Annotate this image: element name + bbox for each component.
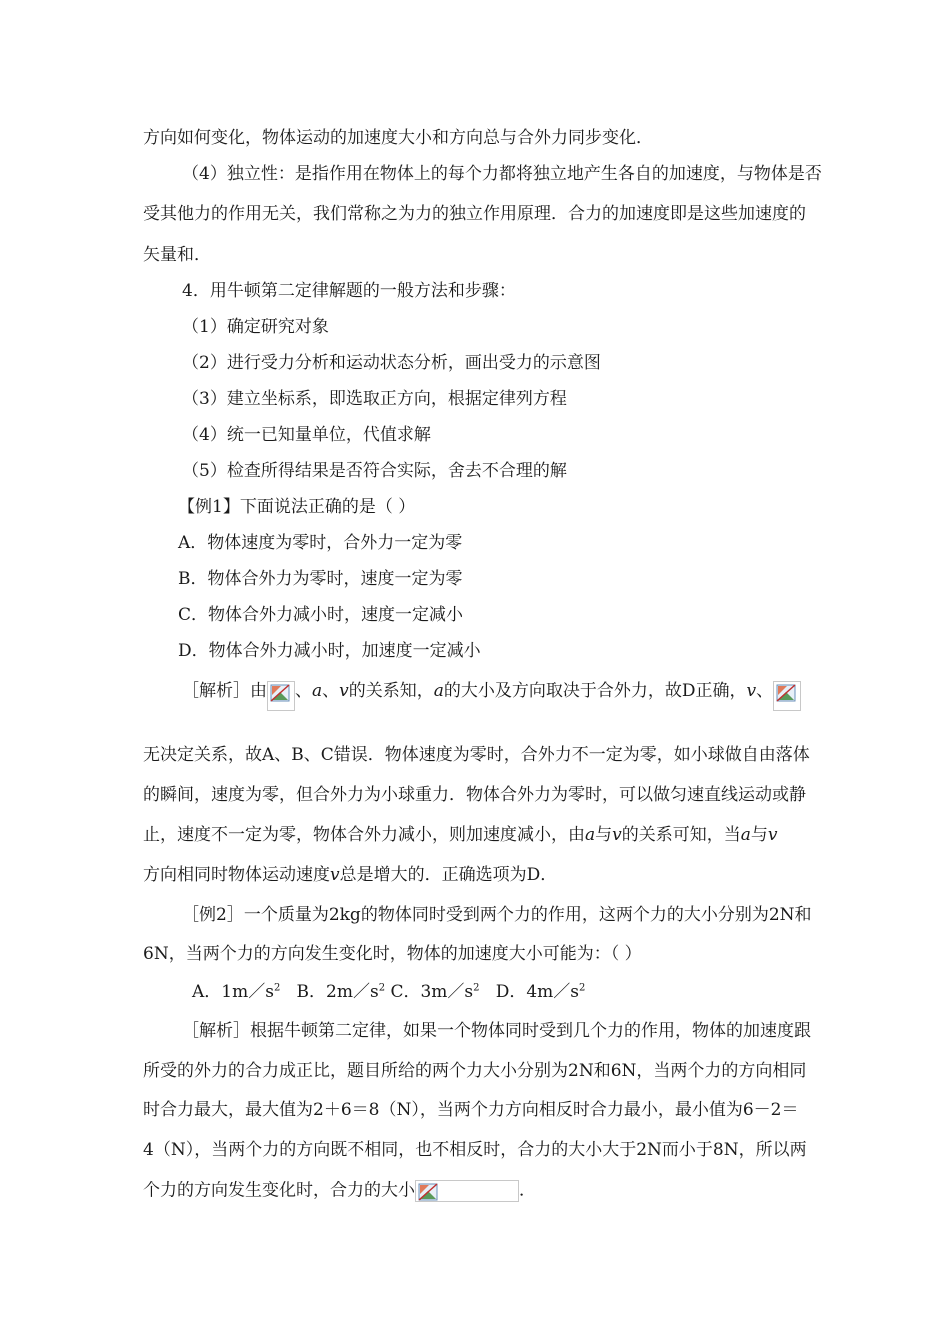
analysis-line: ［解析］根据牛顿第二定律，如果一个物体同时受到几个力的作用，物体的加速度跟: [182, 1021, 811, 1041]
step-item: （3）建立坐标系，即选取正方向，根据定律列方程: [182, 389, 567, 409]
analysis-label: ［解析］由: [182, 681, 267, 701]
section-heading: 4．用牛顿第二定律解题的一般方法和步骤：: [182, 281, 516, 301]
option-c: C．物体合外力减小时，速度一定减小: [178, 605, 464, 625]
option-d: D．$4m/s^2$: [495, 982, 586, 1002]
text-line: 受其他力的作用无关，我们常称之为力的独立作用原理．合力的加速度即是这些加速度的: [143, 204, 806, 224]
option-a: A．$1m/s^2$: [192, 982, 281, 1002]
analysis-line: ［解析］由 、a、v的关系知，a的大小及方向取决于合外力，故D正确，v、: [182, 681, 801, 711]
broken-image-icon: [267, 681, 295, 711]
step-item: （2）进行受力分析和运动状态分析，画出受力的示意图: [182, 353, 601, 373]
text-line: 的瞬间，速度为零，但合外力为小球重力．物体合外力为零时，可以做匀速直线运动或静: [143, 785, 806, 805]
option-b: B．物体合外力为零时，速度一定为零: [178, 569, 463, 589]
text-line: 止，速度不一定为零，物体合外力减小，则加速度减小，由a与v的关系可知，当a与v: [143, 825, 778, 845]
text-line: 矢量和．: [143, 245, 211, 265]
text-line: 6N，当两个力的方向发生变化时，物体的加速度大小可能为：（ ）: [143, 944, 642, 964]
text-line: 无决定关系，故A、B、C错误．物体速度为零时，合外力不一定为零，如小球做自由落体: [143, 745, 810, 765]
broken-image-icon: [773, 681, 801, 711]
option-c: C．$3m/s^2$: [390, 982, 480, 1002]
text-line: 4（N），当两个力的方向既不相同，也不相反时，合力的大小大于2N而小于8N，所以两: [143, 1140, 807, 1160]
option-b: B．$2m/s^2$: [296, 982, 386, 1002]
step-item: （4）统一已知量单位，代值求解: [182, 425, 431, 445]
option-d: D．物体合外力减小时，加速度一定减小: [178, 641, 481, 661]
text-line: 方向相同时物体运动速度v总是增大的．正确选项为D．: [143, 865, 558, 885]
example-2-options: [192, 982, 585, 1002]
step-item: （1）确定研究对象: [182, 317, 329, 337]
text-line: 所受的外力的合力成正比，题目所给的两个力大小分别为2N和6N，当两个力的方向相同: [143, 1061, 807, 1081]
text-line: （4）独立性：是指作用在物体上的每个力都将独立地产生各自的加速度，与物体是否: [182, 164, 822, 184]
example-title: ［例2］一个质量为2kg的物体同时受到两个力的作用，这两个力的大小分别为2N和: [182, 905, 812, 925]
example-title: 【例1】下面说法正确的是（ ）: [178, 497, 416, 517]
text-line: 方向如何变化，物体运动的加速度大小和方向总与合外力同步变化．: [143, 128, 653, 148]
text-line: 时合力最大，最大值为2＋6＝8（N），当两个力方向相反时合力最小，最小值为6－2＝: [143, 1100, 799, 1120]
step-item: （5）检查所得结果是否符合实际，舍去不合理的解: [182, 461, 567, 481]
option-a: A．物体速度为零时，合外力一定为零: [178, 533, 463, 553]
text-line: 个力的方向发生变化时，合力的大小 ．: [143, 1180, 536, 1201]
broken-image-icon: [415, 1180, 519, 1202]
